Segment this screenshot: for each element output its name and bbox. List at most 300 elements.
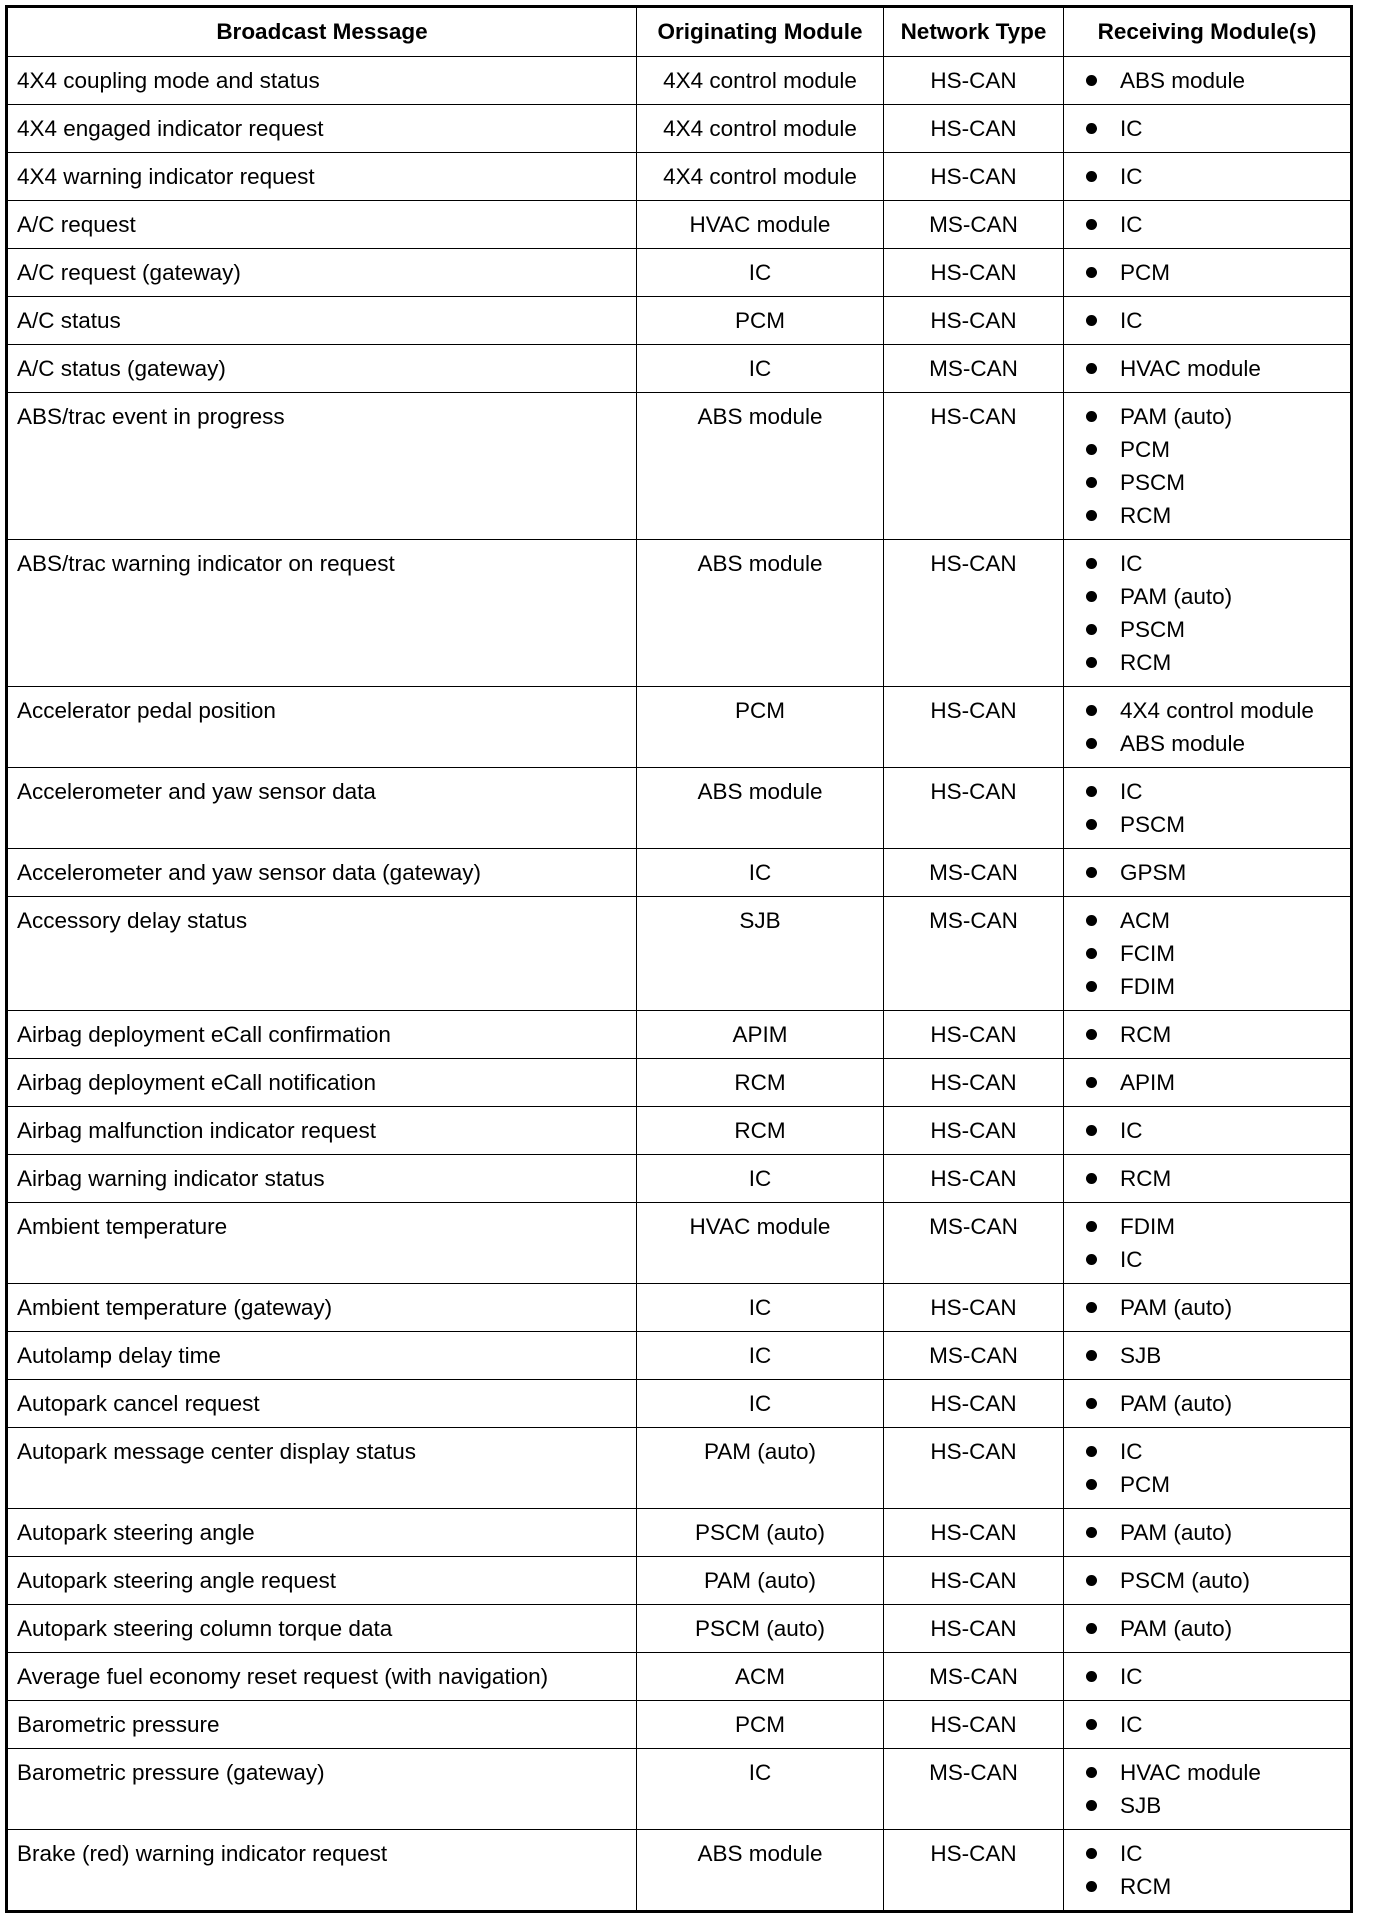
originating-module-cell: PCM	[637, 687, 884, 768]
receiving-module-item	[1086, 1837, 1350, 1870]
bullet-icon	[1086, 624, 1097, 635]
receiving-module-item	[1086, 466, 1350, 499]
network-type-cell: HS-CAN	[884, 1380, 1064, 1428]
receiving-module-label: PCM	[1120, 437, 1170, 462]
receiving-module-list	[1086, 1564, 1350, 1597]
receiving-module-item	[1086, 1516, 1350, 1549]
receiving-module-label: HVAC module	[1120, 356, 1261, 381]
receiving-modules-cell	[1064, 1380, 1352, 1428]
receiving-module-label: PAM (auto)	[1120, 1391, 1233, 1416]
receiving-modules-cell	[1064, 687, 1352, 768]
originating-module-cell: PCM	[637, 297, 884, 345]
receiving-module-list	[1086, 694, 1350, 760]
originating-module-cell: IC	[637, 249, 884, 297]
broadcast-message-cell: Ambient temperature	[7, 1203, 637, 1284]
receiving-module-label: IC	[1120, 1664, 1143, 1689]
receiving-modules-cell	[1064, 1749, 1352, 1830]
broadcast-message-cell: Autopark steering angle request	[7, 1557, 637, 1605]
network-type-cell: HS-CAN	[884, 153, 1064, 201]
receiving-module-label: ABS module	[1120, 68, 1246, 93]
receiving-module-list	[1086, 904, 1350, 1003]
network-type-cell: HS-CAN	[884, 249, 1064, 297]
receiving-module-item	[1086, 208, 1350, 241]
broadcast-message-cell: A/C request (gateway)	[7, 249, 637, 297]
bullet-icon	[1086, 657, 1097, 668]
receiving-modules-cell	[1064, 768, 1352, 849]
broadcast-message-cell: A/C status	[7, 297, 637, 345]
receiving-module-list	[1086, 775, 1350, 841]
receiving-module-item	[1086, 727, 1350, 760]
receiving-module-list	[1086, 1708, 1350, 1741]
receiving-module-label: IC	[1120, 308, 1143, 333]
receiving-module-item	[1086, 1708, 1350, 1741]
header-row	[7, 7, 1352, 57]
network-type-cell: HS-CAN	[884, 393, 1064, 540]
receiving-module-list	[1086, 64, 1350, 97]
originating-module-cell: ABS module	[637, 540, 884, 687]
table-row	[7, 345, 1352, 393]
bullet-icon	[1086, 1881, 1097, 1892]
receiving-module-label: IC	[1120, 779, 1143, 804]
originating-module-cell: PCM	[637, 1701, 884, 1749]
receiving-modules-cell	[1064, 1203, 1352, 1284]
broadcast-message-cell: Ambient temperature (gateway)	[7, 1284, 637, 1332]
receiving-module-item	[1086, 1468, 1350, 1501]
receiving-modules-cell	[1064, 1830, 1352, 1912]
receiving-modules-cell	[1064, 57, 1352, 105]
receiving-module-label: PSCM	[1120, 470, 1186, 495]
originating-module-cell: IC	[637, 1155, 884, 1203]
receiving-module-label: SJB	[1120, 1793, 1162, 1818]
receiving-module-item	[1086, 1210, 1350, 1243]
broadcast-message-cell: A/C request	[7, 201, 637, 249]
receiving-module-label: PAM (auto)	[1120, 1295, 1233, 1320]
receiving-modules-cell	[1064, 297, 1352, 345]
receiving-module-item	[1086, 64, 1350, 97]
network-type-cell: HS-CAN	[884, 1107, 1064, 1155]
receiving-module-label: IC	[1120, 1439, 1143, 1464]
network-type-cell: HS-CAN	[884, 1059, 1064, 1107]
receiving-module-item	[1086, 352, 1350, 385]
receiving-modules-cell	[1064, 1653, 1352, 1701]
bullet-icon	[1086, 75, 1097, 86]
broadcast-message-cell: Autolamp delay time	[7, 1332, 637, 1380]
network-type-cell: HS-CAN	[884, 540, 1064, 687]
receiving-module-item	[1086, 613, 1350, 646]
header-network-type: Network Type	[884, 7, 1064, 57]
broadcast-message-cell: Airbag malfunction indicator request	[7, 1107, 637, 1155]
table-row	[7, 1605, 1352, 1653]
originating-module-cell: 4X4 control module	[637, 153, 884, 201]
bullet-icon	[1086, 1077, 1097, 1088]
receiving-module-item	[1086, 1756, 1350, 1789]
receiving-module-list	[1086, 1660, 1350, 1693]
broadcast-message-cell: Airbag warning indicator status	[7, 1155, 637, 1203]
broadcast-message-cell: Autopark steering column torque data	[7, 1605, 637, 1653]
receiving-module-label: PAM (auto)	[1120, 404, 1233, 429]
receiving-module-item	[1086, 904, 1350, 937]
receiving-modules-cell	[1064, 1059, 1352, 1107]
originating-module-cell: APIM	[637, 1011, 884, 1059]
receiving-module-item	[1086, 1162, 1350, 1195]
broadcast-message-cell: ABS/trac event in progress	[7, 393, 637, 540]
header-receiving-modules: Receiving Module(s)	[1064, 7, 1352, 57]
receiving-module-label: ABS module	[1120, 731, 1246, 756]
originating-module-cell: RCM	[637, 1059, 884, 1107]
network-type-cell: MS-CAN	[884, 201, 1064, 249]
receiving-module-item	[1086, 160, 1350, 193]
broadcast-message-cell: Accelerometer and yaw sensor data (gateway)	[7, 849, 637, 897]
bullet-icon	[1086, 1719, 1097, 1730]
receiving-modules-cell	[1064, 345, 1352, 393]
receiving-module-label: IC	[1120, 116, 1143, 141]
receiving-module-label: IC	[1120, 1247, 1143, 1272]
bullet-icon	[1086, 1848, 1097, 1859]
broadcast-message-cell: Accessory delay status	[7, 897, 637, 1011]
receiving-module-item	[1086, 1789, 1350, 1822]
network-type-cell: MS-CAN	[884, 897, 1064, 1011]
network-type-cell: HS-CAN	[884, 1830, 1064, 1912]
bullet-icon	[1086, 1527, 1097, 1538]
receiving-module-item	[1086, 856, 1350, 889]
bullet-icon	[1086, 1446, 1097, 1457]
table-row	[7, 897, 1352, 1011]
broadcast-message-cell: Autopark cancel request	[7, 1380, 637, 1428]
broadcast-message-cell: Accelerometer and yaw sensor data	[7, 768, 637, 849]
receiving-module-list	[1086, 1837, 1350, 1903]
broadcast-message-cell: Autopark steering angle	[7, 1509, 637, 1557]
originating-module-cell: PAM (auto)	[637, 1428, 884, 1509]
header-broadcast-message: Broadcast Message	[7, 7, 637, 57]
network-type-cell: MS-CAN	[884, 1203, 1064, 1284]
receiving-modules-cell	[1064, 1107, 1352, 1155]
receiving-modules-cell	[1064, 1332, 1352, 1380]
network-type-cell: HS-CAN	[884, 297, 1064, 345]
receiving-module-label: IC	[1120, 1841, 1143, 1866]
table-row	[7, 1203, 1352, 1284]
receiving-modules-cell	[1064, 1011, 1352, 1059]
originating-module-cell: ABS module	[637, 1830, 884, 1912]
receiving-module-label: IC	[1120, 164, 1143, 189]
originating-module-cell: ACM	[637, 1653, 884, 1701]
network-type-cell: MS-CAN	[884, 345, 1064, 393]
bullet-icon	[1086, 477, 1097, 488]
network-type-cell: HS-CAN	[884, 1428, 1064, 1509]
receiving-modules-cell	[1064, 1509, 1352, 1557]
broadcast-message-cell: 4X4 coupling mode and status	[7, 57, 637, 105]
receiving-module-item	[1086, 646, 1350, 679]
bullet-icon	[1086, 363, 1097, 374]
broadcast-message-cell: 4X4 engaged indicator request	[7, 105, 637, 153]
receiving-module-label: GPSM	[1120, 860, 1187, 885]
broadcast-message-cell: Autopark message center display status	[7, 1428, 637, 1509]
receiving-module-label: PSCM	[1120, 812, 1186, 837]
receiving-module-list	[1086, 304, 1350, 337]
originating-module-cell: 4X4 control module	[637, 57, 884, 105]
receiving-module-label: IC	[1120, 212, 1143, 237]
originating-module-cell: PAM (auto)	[637, 1557, 884, 1605]
receiving-module-list	[1086, 400, 1350, 532]
receiving-module-label: SJB	[1120, 1343, 1162, 1368]
network-type-cell: MS-CAN	[884, 849, 1064, 897]
receiving-module-list	[1086, 1516, 1350, 1549]
bullet-icon	[1086, 219, 1097, 230]
receiving-modules-cell	[1064, 849, 1352, 897]
originating-module-cell: IC	[637, 1380, 884, 1428]
table-row	[7, 153, 1352, 201]
table-row	[7, 297, 1352, 345]
receiving-module-list	[1086, 1612, 1350, 1645]
originating-module-cell: IC	[637, 849, 884, 897]
receiving-module-list	[1086, 1435, 1350, 1501]
receiving-module-label: IC	[1120, 551, 1143, 576]
receiving-module-item	[1086, 1387, 1350, 1420]
receiving-module-list	[1086, 856, 1350, 889]
receiving-module-item	[1086, 1291, 1350, 1324]
bullet-icon	[1086, 1254, 1097, 1265]
table-row	[7, 249, 1352, 297]
originating-module-cell: IC	[637, 345, 884, 393]
network-type-cell: HS-CAN	[884, 1701, 1064, 1749]
table-row	[7, 393, 1352, 540]
receiving-module-list	[1086, 352, 1350, 385]
receiving-module-item	[1086, 775, 1350, 808]
network-type-cell: MS-CAN	[884, 1653, 1064, 1701]
network-type-cell: HS-CAN	[884, 105, 1064, 153]
receiving-module-label: 4X4 control module	[1120, 698, 1314, 723]
bullet-icon	[1086, 1398, 1097, 1409]
receiving-module-item	[1086, 1243, 1350, 1276]
receiving-module-list	[1086, 1210, 1350, 1276]
broadcast-message-cell: Average fuel economy reset request (with navigation)	[7, 1653, 637, 1701]
receiving-modules-cell	[1064, 1155, 1352, 1203]
network-type-cell: HS-CAN	[884, 1155, 1064, 1203]
table-row	[7, 1107, 1352, 1155]
broadcast-message-cell: Barometric pressure	[7, 1701, 637, 1749]
receiving-modules-cell	[1064, 1557, 1352, 1605]
bullet-icon	[1086, 819, 1097, 830]
broadcast-message-cell: Accelerator pedal position	[7, 687, 637, 768]
receiving-module-item	[1086, 1435, 1350, 1468]
receiving-module-item	[1086, 1660, 1350, 1693]
receiving-module-label: PSCM (auto)	[1120, 1568, 1251, 1593]
receiving-module-label: APIM	[1120, 1070, 1176, 1095]
table-row	[7, 1653, 1352, 1701]
broadcast-message-cell: Brake (red) warning indicator request	[7, 1830, 637, 1912]
receiving-modules-cell	[1064, 393, 1352, 540]
receiving-module-item	[1086, 694, 1350, 727]
receiving-modules-cell	[1064, 201, 1352, 249]
receiving-module-label: RCM	[1120, 503, 1172, 528]
receiving-modules-cell	[1064, 153, 1352, 201]
receiving-module-list	[1086, 160, 1350, 193]
receiving-module-item	[1086, 112, 1350, 145]
network-type-cell: HS-CAN	[884, 768, 1064, 849]
broadcast-message-cell: ABS/trac warning indicator on request	[7, 540, 637, 687]
network-type-cell: HS-CAN	[884, 1284, 1064, 1332]
receiving-module-label: ACM	[1120, 908, 1170, 933]
broadcast-message-cell: Airbag deployment eCall confirmation	[7, 1011, 637, 1059]
receiving-module-label: RCM	[1120, 1874, 1172, 1899]
receiving-module-list	[1086, 1114, 1350, 1147]
table-row	[7, 57, 1352, 105]
bullet-icon	[1086, 267, 1097, 278]
receiving-module-item	[1086, 1114, 1350, 1147]
bullet-icon	[1086, 705, 1097, 716]
receiving-module-item	[1086, 256, 1350, 289]
bullet-icon	[1086, 915, 1097, 926]
bullet-icon	[1086, 738, 1097, 749]
originating-module-cell: RCM	[637, 1107, 884, 1155]
bullet-icon	[1086, 1767, 1097, 1778]
receiving-module-item	[1086, 1564, 1350, 1597]
bullet-icon	[1086, 510, 1097, 521]
table-row	[7, 1509, 1352, 1557]
receiving-modules-cell	[1064, 1701, 1352, 1749]
receiving-module-list	[1086, 256, 1350, 289]
receiving-module-label: PAM (auto)	[1120, 584, 1233, 609]
bullet-icon	[1086, 1173, 1097, 1184]
table-row	[7, 1830, 1352, 1912]
receiving-module-label: PCM	[1120, 1472, 1170, 1497]
receiving-module-list	[1086, 1018, 1350, 1051]
receiving-module-item	[1086, 304, 1350, 337]
receiving-module-item	[1086, 433, 1350, 466]
receiving-modules-cell	[1064, 540, 1352, 687]
table-row	[7, 768, 1352, 849]
table-row	[7, 1059, 1352, 1107]
originating-module-cell: HVAC module	[637, 201, 884, 249]
receiving-module-list	[1086, 1756, 1350, 1822]
receiving-module-label: HVAC module	[1120, 1760, 1261, 1785]
receiving-module-item	[1086, 1066, 1350, 1099]
bullet-icon	[1086, 1575, 1097, 1586]
originating-module-cell: ABS module	[637, 393, 884, 540]
bullet-icon	[1086, 1800, 1097, 1811]
originating-module-cell: SJB	[637, 897, 884, 1011]
receiving-module-item	[1086, 937, 1350, 970]
bullet-icon	[1086, 1623, 1097, 1634]
receiving-modules-cell	[1064, 1284, 1352, 1332]
originating-module-cell: ABS module	[637, 768, 884, 849]
network-type-cell: HS-CAN	[884, 1509, 1064, 1557]
receiving-module-label: FDIM	[1120, 974, 1175, 999]
receiving-module-item	[1086, 499, 1350, 532]
receiving-module-list	[1086, 547, 1350, 679]
receiving-modules-cell	[1064, 897, 1352, 1011]
table-row	[7, 1557, 1352, 1605]
receiving-module-label: IC	[1120, 1712, 1143, 1737]
table-row	[7, 540, 1352, 687]
originating-module-cell: IC	[637, 1749, 884, 1830]
bullet-icon	[1086, 315, 1097, 326]
receiving-module-list	[1086, 112, 1350, 145]
table-row	[7, 1284, 1352, 1332]
bullet-icon	[1086, 1350, 1097, 1361]
table-row	[7, 1155, 1352, 1203]
network-type-cell: MS-CAN	[884, 1749, 1064, 1830]
bullet-icon	[1086, 981, 1097, 992]
receiving-module-list	[1086, 1387, 1350, 1420]
receiving-module-label: RCM	[1120, 1166, 1172, 1191]
receiving-module-list	[1086, 1339, 1350, 1372]
broadcast-message-table	[5, 5, 1353, 1913]
receiving-module-label: PAM (auto)	[1120, 1520, 1233, 1545]
receiving-module-item	[1086, 970, 1350, 1003]
table-row	[7, 105, 1352, 153]
receiving-modules-cell	[1064, 1605, 1352, 1653]
bullet-icon	[1086, 1302, 1097, 1313]
receiving-modules-cell	[1064, 105, 1352, 153]
bullet-icon	[1086, 123, 1097, 134]
receiving-module-item	[1086, 1870, 1350, 1903]
receiving-module-label: RCM	[1120, 1022, 1172, 1047]
receiving-module-item	[1086, 1339, 1350, 1372]
bullet-icon	[1086, 867, 1097, 878]
receiving-module-list	[1086, 1066, 1350, 1099]
receiving-module-list	[1086, 1162, 1350, 1195]
bullet-icon	[1086, 1221, 1097, 1232]
originating-module-cell: 4X4 control module	[637, 105, 884, 153]
header-originating-module: Originating Module	[637, 7, 884, 57]
receiving-module-label: FDIM	[1120, 1214, 1175, 1239]
receiving-module-label: PSCM	[1120, 617, 1186, 642]
bullet-icon	[1086, 591, 1097, 602]
receiving-module-item	[1086, 1018, 1350, 1051]
table-row	[7, 201, 1352, 249]
receiving-module-label: PAM (auto)	[1120, 1616, 1233, 1641]
receiving-module-item	[1086, 547, 1350, 580]
network-type-cell: HS-CAN	[884, 57, 1064, 105]
network-type-cell: HS-CAN	[884, 1011, 1064, 1059]
table-row	[7, 1011, 1352, 1059]
receiving-module-list	[1086, 208, 1350, 241]
bullet-icon	[1086, 444, 1097, 455]
receiving-module-item	[1086, 400, 1350, 433]
bullet-icon	[1086, 786, 1097, 797]
broadcast-message-cell: 4X4 warning indicator request	[7, 153, 637, 201]
bullet-icon	[1086, 171, 1097, 182]
bullet-icon	[1086, 1029, 1097, 1040]
receiving-module-label: PCM	[1120, 260, 1170, 285]
receiving-modules-cell	[1064, 249, 1352, 297]
receiving-modules-cell	[1064, 1428, 1352, 1509]
table-row	[7, 687, 1352, 768]
network-type-cell: HS-CAN	[884, 1557, 1064, 1605]
bullet-icon	[1086, 948, 1097, 959]
broadcast-message-cell: A/C status (gateway)	[7, 345, 637, 393]
receiving-module-label: RCM	[1120, 650, 1172, 675]
bullet-icon	[1086, 1671, 1097, 1682]
table-row	[7, 849, 1352, 897]
receiving-module-label: FCIM	[1120, 941, 1175, 966]
table-row	[7, 1701, 1352, 1749]
bullet-icon	[1086, 558, 1097, 569]
table-row	[7, 1428, 1352, 1509]
network-type-cell: MS-CAN	[884, 1332, 1064, 1380]
originating-module-cell: IC	[637, 1332, 884, 1380]
originating-module-cell: HVAC module	[637, 1203, 884, 1284]
broadcast-message-cell: Airbag deployment eCall notification	[7, 1059, 637, 1107]
table-row	[7, 1332, 1352, 1380]
receiving-module-item	[1086, 808, 1350, 841]
table-row	[7, 1380, 1352, 1428]
bullet-icon	[1086, 411, 1097, 422]
receiving-module-label: IC	[1120, 1118, 1143, 1143]
table-row	[7, 1749, 1352, 1830]
originating-module-cell: PSCM (auto)	[637, 1509, 884, 1557]
bullet-icon	[1086, 1125, 1097, 1136]
